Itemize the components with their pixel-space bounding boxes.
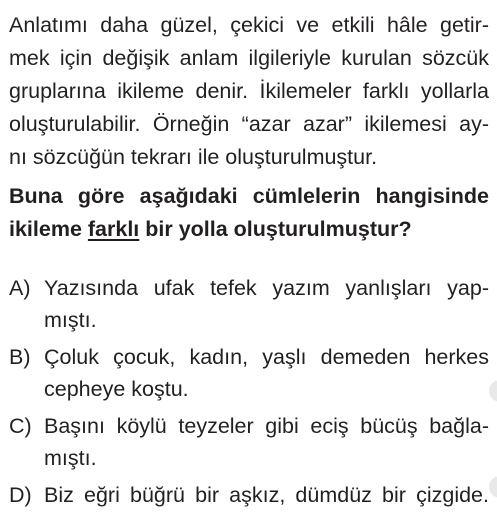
- question-line: Buna göre aşağıdaki cümlelerin hangisinde: [9, 184, 489, 208]
- option-text: Başını köylü teyzeler gibi eciş bücüş bağla-: [44, 414, 489, 438]
- passage-line: mek için değişik anlam ilgileriyle kurulan sözcük: [9, 46, 489, 70]
- option-text: mıştı.: [44, 446, 97, 470]
- question-line: [9, 216, 412, 242]
- option-text: Çoluk çocuk, kadın, yaşlı demeden herkes: [44, 345, 489, 369]
- passage-line: nı sözcüğün tekrarı ile oluşturulmuştur.: [9, 145, 378, 169]
- passage-line: Anlatımı daha güzel, çekici ve etkili hâle getir-: [9, 13, 489, 37]
- question-text: ikileme: [9, 217, 88, 241]
- option-text: cepheye koştu.: [44, 377, 189, 401]
- question-text: bir yolla oluşturulmuştur?: [139, 217, 412, 241]
- option-text: Yazısında ufak tefek yazım yanlışları yap-: [44, 276, 489, 300]
- option-text: Biz eğri büğrü bir aşkız, dümdüz bir çizgide.: [44, 483, 489, 507]
- option-letter: C): [9, 414, 32, 438]
- passage-line: oluşturulabilir. Örneğin “azar azar” ikilemesi ay-: [9, 112, 489, 136]
- page-edge-tab: [489, 380, 497, 402]
- option-letter: A): [9, 276, 31, 300]
- option-letter: D): [9, 483, 32, 507]
- option-text: mıştı.: [44, 308, 97, 332]
- option-letter: B): [9, 345, 31, 369]
- passage-line: gruplarına ikileme denir. İkilemeler farklı yollarla: [9, 79, 489, 103]
- underlined-word: farklı: [87, 217, 140, 241]
- page-edge-tab: [489, 476, 497, 498]
